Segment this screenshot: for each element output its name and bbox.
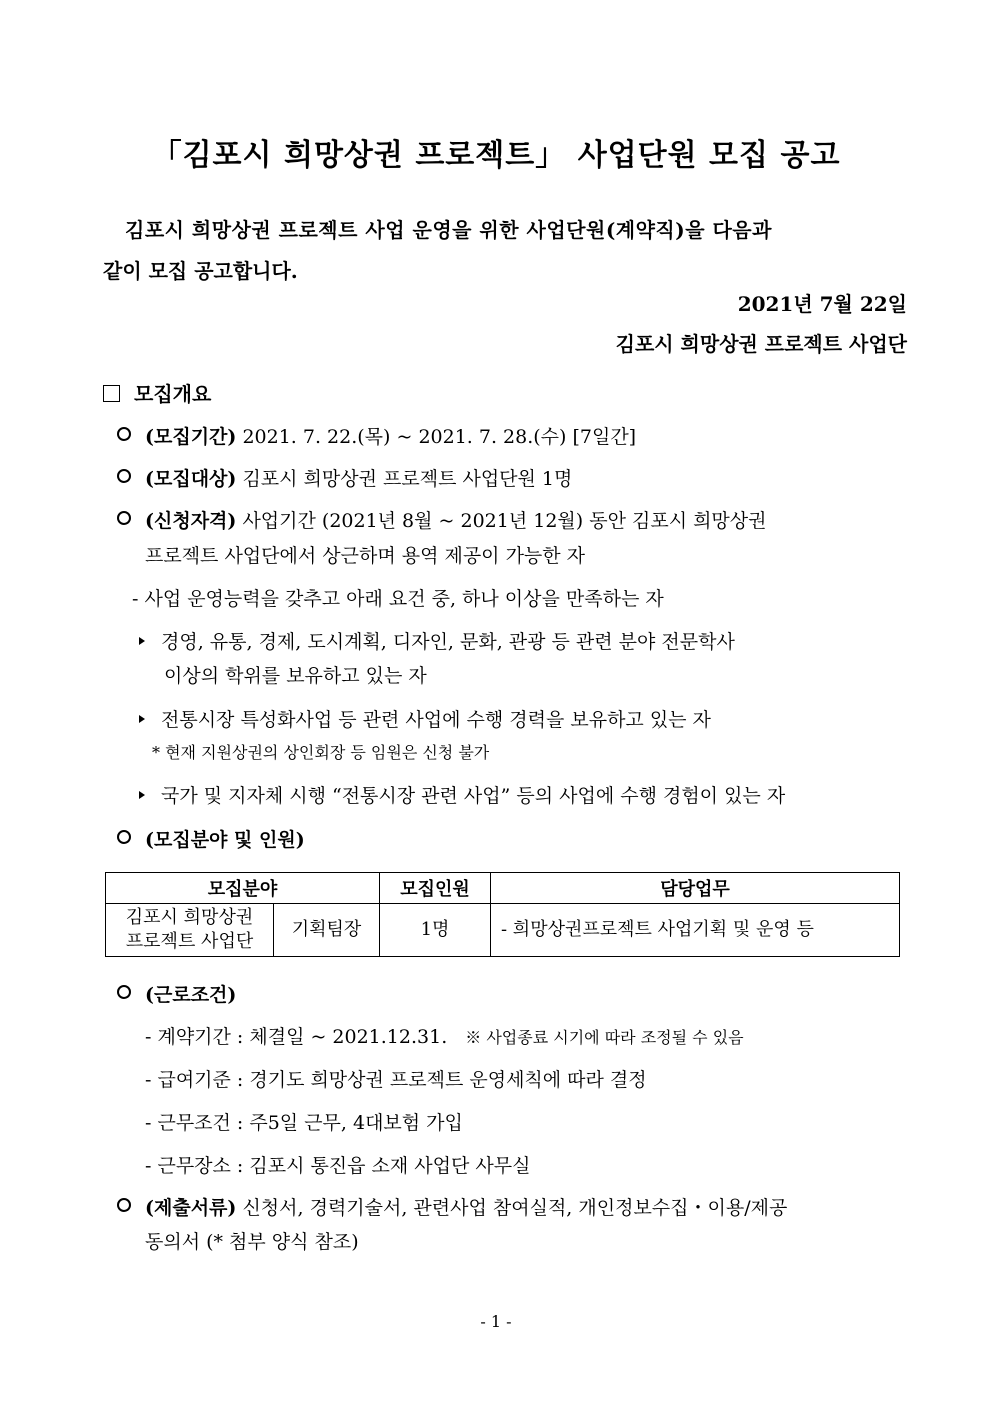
intro-line-1: 김포시 희망상권 프로젝트 사업 운영을 위한 사업단원(계약직)을 다음과 [125,218,772,242]
intro-line-2: 같이 모집 공고합니다. [103,259,298,283]
target-label: (모집대상) [145,468,237,490]
period-text: 2021. 7. 22.(목) ~ 2021. 7. 28.(수) [7일간] [236,426,637,448]
period-item [117,422,636,449]
circle-bullet-icon [117,985,131,999]
conditions-contract-text: - 계약기간 : 체결일 ~ 2021.12.31. [145,1026,448,1048]
qualification-item-1 [139,627,735,654]
field-line-2: 프로젝트 사업단 [125,931,254,952]
period-label: (모집기간) [145,426,237,448]
conditions-contract [145,1022,744,1049]
table-row [106,904,900,957]
conditions-item [117,980,236,1007]
documents-text-1: 신청서, 경력기술서, 관련사업 참여실적, 개인정보수집・이용/제공 [236,1197,788,1219]
documents-text-2: 동의서 (* 첨부 양식 참조) [145,1231,359,1253]
qualification-dash: - 사업 운영능력을 갖추고 아래 요건 중, 하나 이상을 만족하는 자 [132,588,664,610]
qualification-text-1: 사업기간 (2021년 8월 ~ 2021년 12월) 동안 김포시 희망상권 [236,510,767,532]
qualification-text-2: 프로젝트 사업단에서 상근하며 용역 제공이 가능한 자 [145,545,586,567]
table-header-count: 모집인원 [380,873,491,904]
target-item [117,464,572,491]
triangle-bullet-icon [139,715,145,723]
target-text: 김포시 희망상권 프로젝트 사업단원 1명 [236,468,573,490]
table-cell-field [106,904,274,957]
qualification-item-3-text: 국가 및 지자체 시행 “전통시장 관련 사업” 등의 사업에 수행 경험이 있는 자 [161,785,786,807]
section-heading-text: 모집개요 [134,382,212,406]
conditions-salary: - 급여기준 : 경기도 희망상권 프로젝트 운영세칙에 따라 결정 [145,1069,647,1091]
qualification-item-1-line-2: 이상의 학위를 보유하고 있는 자 [164,665,427,687]
qualification-item-3 [139,781,785,808]
table-cell-count: 1명 [380,904,491,957]
qualification-item-1-line-1: 경영, 유통, 경제, 도시계획, 디자인, 문화, 관광 등 관련 분야 전문학사 [161,631,735,653]
section-heading [103,378,211,407]
announcement-date: 2021년 7월 22일 [737,292,907,316]
field-line-1: 김포시 희망상권 [125,907,254,928]
triangle-bullet-icon [139,791,145,799]
circle-bullet-icon [117,469,131,483]
recruitment-item [117,825,305,852]
qualification-item-2-text: 전통시장 특성화사업 등 관련 사업에 수행 경력을 보유하고 있는 자 [161,709,711,731]
qualification-item-2 [139,705,711,732]
circle-bullet-icon [117,511,131,525]
table-header-row [106,873,900,904]
conditions-contract-note: ※ 사업종료 시기에 따라 조정될 수 있음 [465,1028,744,1047]
page-title: 「김포시 희망상권 프로젝트」 사업단원 모집 공고 [151,138,841,173]
table-cell-role: 기획팀장 [274,904,380,957]
page-number: - 1 - [480,1312,512,1331]
conditions-place: - 근무장소 : 김포시 통진읍 소재 사업단 사무실 [145,1155,531,1177]
recruitment-table [105,872,900,957]
table-cell-duty: - 희망상권프로젝트 사업기획 및 운영 등 [491,904,900,957]
circle-bullet-icon [117,427,131,441]
circle-bullet-icon [117,830,131,844]
circle-bullet-icon [117,1198,131,1212]
qualification-item [117,506,767,533]
conditions-label: (근로조건) [145,984,237,1006]
triangle-bullet-icon [139,637,145,645]
documents-label: (제출서류) [145,1197,237,1219]
organization-name: 김포시 희망상권 프로젝트 사업단 [615,332,907,356]
documents-item [117,1193,787,1220]
qualification-item-2-note: * 현재 지원상권의 상인회장 등 임원은 신청 불가 [152,743,490,762]
qualification-label: (신청자격) [145,510,237,532]
checkbox-icon [103,385,120,402]
recruitment-label: (모집분야 및 인원) [145,829,305,851]
conditions-work: - 근무조건 : 주5일 근무, 4대보험 가입 [145,1112,463,1134]
table-header-duty: 담당업무 [491,873,900,904]
table-header-field: 모집분야 [106,873,380,904]
